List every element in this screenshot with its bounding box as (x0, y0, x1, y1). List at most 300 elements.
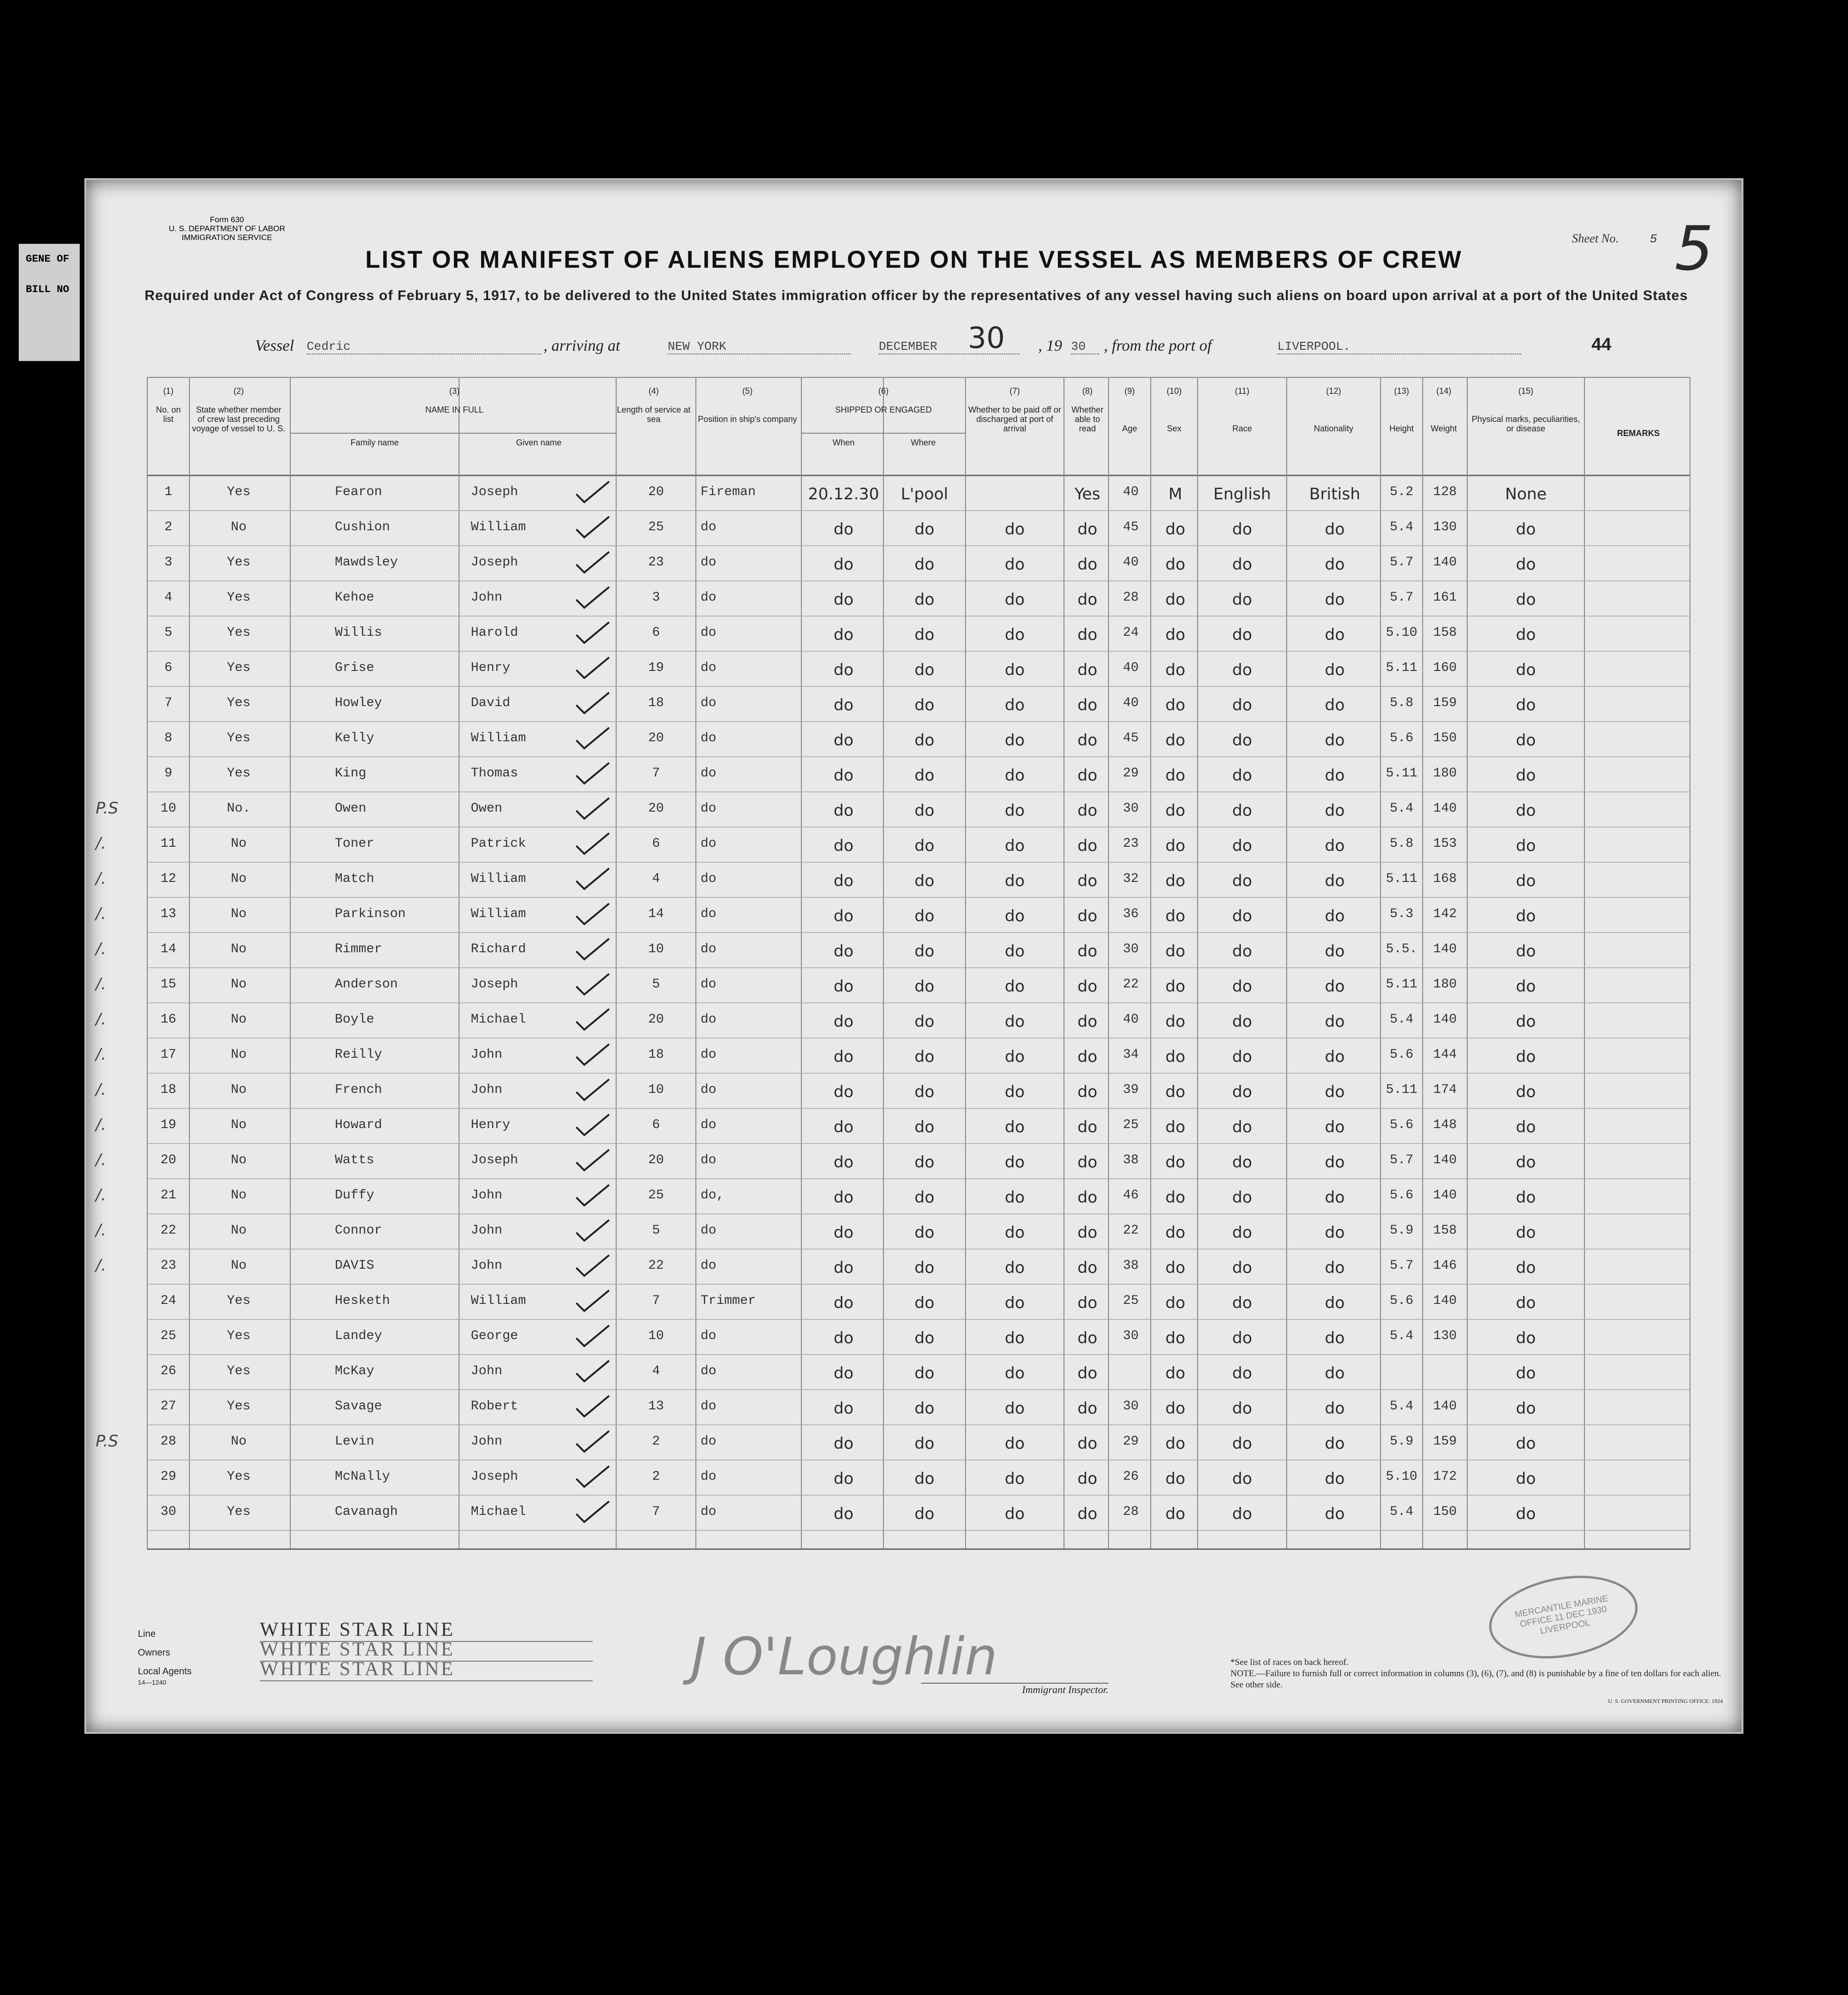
cell-service: 14 (648, 907, 664, 921)
cell-where: do (914, 1258, 935, 1277)
check-mark-stroke (576, 728, 609, 748)
cell-position: do (701, 555, 717, 570)
cell-given: John (471, 1258, 503, 1273)
cell-race: do (1232, 801, 1252, 820)
cell-race: do (1232, 1223, 1252, 1242)
cell-when: do (833, 520, 854, 539)
cell-read: do (1077, 766, 1098, 785)
cell-paid: do (1004, 590, 1025, 609)
cell-read: do (1077, 625, 1098, 644)
cell-where: do (914, 1329, 935, 1348)
cell-sex: do (1165, 836, 1185, 855)
margin-mark: /. (96, 904, 106, 923)
cell-no: 30 (160, 1505, 176, 1519)
check-mark-stroke (576, 939, 609, 959)
col1-header (150, 386, 187, 424)
cell-where: do (914, 696, 935, 715)
cell-family: Connor (335, 1223, 382, 1238)
cell-race: do (1232, 836, 1252, 855)
cell-height: 5.6 (1389, 1294, 1414, 1308)
cell-no: 2 (164, 520, 173, 535)
cell-paid: do (1004, 977, 1025, 996)
cell-marks: do (1516, 1329, 1536, 1348)
cell-weight: 153 (1433, 836, 1457, 851)
cell-where: do (914, 1118, 935, 1137)
cell-race: do (1232, 731, 1252, 750)
cell-marks: None (1505, 485, 1547, 504)
cell-when: do (833, 801, 854, 820)
table-row (86, 475, 1742, 511)
table-row (86, 686, 1742, 722)
col15-header (1470, 386, 1582, 433)
cell-marks: do (1516, 801, 1536, 820)
cell-weight: 140 (1433, 1399, 1457, 1414)
vessel-name: Cedric (307, 339, 541, 354)
cell-sex: M (1168, 485, 1183, 504)
document-title: LIST OR MANIFEST OF ALIENS EMPLOYED ON THE VESSEL AS MEMBERS OF CREW (365, 246, 1463, 273)
cell-prev: No (231, 1083, 247, 1097)
cell-read: do (1077, 872, 1098, 890)
cell-no: 16 (160, 1012, 176, 1027)
cell-weight: 161 (1433, 590, 1457, 605)
cell-family: Duffy (335, 1188, 375, 1203)
cell-position: do (701, 1153, 717, 1167)
cell-given: John (471, 1434, 503, 1449)
cell-nat: do (1325, 555, 1345, 574)
cell-service: 4 (652, 1364, 660, 1378)
cell-prev: Yes (226, 1399, 251, 1414)
cell-nat: do (1325, 1223, 1345, 1242)
service: IMMIGRATION SERVICE (181, 233, 272, 242)
check-mark (574, 1287, 611, 1315)
cell-when: do (833, 1188, 854, 1207)
cell-service: 13 (648, 1399, 664, 1414)
cell-position: do (701, 1047, 717, 1062)
when-header: When (832, 438, 855, 447)
cell-read: do (1077, 731, 1098, 750)
cell-no: 9 (164, 766, 173, 781)
table-row (86, 1108, 1742, 1144)
cell-sex: do (1165, 1469, 1185, 1488)
cell-when: do (833, 1294, 854, 1312)
cell-position: do (701, 696, 717, 710)
cell-paid: do (1004, 1399, 1025, 1418)
col6-header (804, 386, 963, 414)
col5-header (696, 386, 799, 424)
cell-given: John (471, 1223, 503, 1238)
cell-family: Reilly (335, 1047, 382, 1062)
cell-position: do (701, 872, 717, 886)
cell-position: do (701, 801, 717, 816)
cell-prev: No (231, 1118, 247, 1132)
cell-weight: 159 (1433, 696, 1457, 710)
cell-race: do (1232, 1153, 1252, 1172)
cell-nat: do (1325, 1118, 1345, 1137)
cell-marks: do (1516, 1399, 1536, 1418)
cell-nat: do (1325, 942, 1345, 961)
arrival-port: NEW YORK (668, 339, 851, 354)
cell-family: Kelly (335, 731, 375, 745)
cell-prev: No. (226, 801, 251, 816)
printer-line: U. S. GOVERNMENT PRINTING OFFICE: 1924 (1608, 1698, 1723, 1704)
cell-family: Savage (335, 1399, 382, 1414)
cell-no: 26 (160, 1364, 176, 1378)
col13-label: Height (1389, 424, 1414, 433)
cell-sex: do (1165, 1083, 1185, 1101)
cell-weight: 158 (1433, 625, 1457, 640)
cell-position: do (701, 1329, 717, 1343)
col2-header (192, 386, 286, 433)
col15-num: (15) (1518, 386, 1533, 396)
cell-nat: do (1325, 1012, 1345, 1031)
cell-given: William (471, 731, 526, 745)
cell-family: French (335, 1083, 382, 1097)
cell-when: do (833, 907, 854, 926)
cell-when: do (833, 590, 854, 609)
cell-given: John (471, 1083, 503, 1097)
cell-sex: do (1165, 696, 1185, 715)
check-mark (574, 1216, 611, 1244)
cell-paid: do (1004, 625, 1025, 644)
check-mark-stroke (576, 587, 609, 608)
cell-when: do (833, 555, 854, 574)
cell-sex: do (1165, 1399, 1185, 1418)
cell-read: do (1077, 1434, 1098, 1453)
cell-service: 6 (652, 836, 660, 851)
cell-nat: do (1325, 1469, 1345, 1488)
cell-nat: do (1325, 872, 1345, 890)
cell-position: do (701, 977, 717, 992)
col15-label: Physical marks, peculiarities, or disease (1471, 414, 1580, 433)
table-row (86, 1179, 1742, 1214)
arrival-day: 30 (968, 321, 1005, 355)
cell-when: do (833, 942, 854, 961)
margin-mark: /. (96, 1080, 106, 1099)
col7-label: Whether to be paid off or discharged at port of arrival (968, 405, 1061, 433)
cell-sex: do (1165, 1153, 1185, 1172)
cell-no: 15 (160, 977, 176, 992)
margin-mark: /. (96, 975, 106, 994)
cell-paid: do (1004, 1364, 1025, 1383)
cell-race: do (1232, 1399, 1252, 1418)
cell-service: 18 (648, 696, 664, 710)
cell-age: 22 (1123, 1223, 1139, 1238)
cell-marks: do (1516, 1258, 1536, 1277)
check-mark (574, 794, 611, 822)
cell-sex: do (1165, 1505, 1185, 1523)
cell-where: do (914, 661, 935, 679)
cell-age: 38 (1123, 1153, 1139, 1167)
col4-header (616, 386, 691, 424)
check-mark-stroke (576, 622, 609, 643)
arrival-month: DECEMBER (879, 339, 1019, 354)
cell-position: do (701, 1258, 717, 1273)
cell-height: 5.8 (1389, 836, 1414, 851)
cell-no: 10 (160, 801, 176, 816)
cell-family: Rimmer (335, 942, 382, 956)
margin-mark: /. (96, 940, 106, 958)
cell-paid: do (1004, 1118, 1025, 1137)
cell-when: do (833, 766, 854, 785)
check-mark (574, 513, 611, 541)
cell-sex: do (1165, 907, 1185, 926)
check-mark (574, 548, 611, 576)
cell-no: 28 (160, 1434, 176, 1449)
sheet-label: Sheet No. (1572, 232, 1619, 245)
cell-service: 3 (652, 590, 660, 605)
cell-age: 38 (1123, 1258, 1139, 1273)
family-name-header: Family name (350, 438, 399, 447)
cell-sex: do (1165, 801, 1185, 820)
cell-prev: Yes (226, 1505, 251, 1519)
table-row (86, 1214, 1742, 1249)
cell-nat: do (1325, 1188, 1345, 1207)
cell-family: Grise (335, 661, 375, 675)
col6-label: SHIPPED OR ENGAGED (835, 405, 932, 414)
cell-where: do (914, 1083, 935, 1101)
cell-no: 12 (160, 872, 176, 886)
check-mark-stroke (576, 693, 609, 713)
cell-given: Patrick (471, 836, 526, 851)
cell-marks: do (1516, 872, 1536, 890)
arrival-year: 30 (1071, 339, 1099, 354)
cell-when: do (833, 661, 854, 679)
cell-prev: No (231, 1153, 247, 1167)
remarks-header: REMARKS (1617, 429, 1660, 438)
cell-sex: do (1165, 766, 1185, 785)
cell-prev: No (231, 977, 247, 992)
cell-service: 7 (652, 1294, 660, 1308)
check-mark-stroke (576, 833, 609, 854)
cell-age: 25 (1123, 1118, 1139, 1132)
cell-where: do (914, 1399, 935, 1418)
cell-service: 2 (652, 1469, 660, 1484)
cell-no: 11 (160, 836, 176, 851)
cell-read: do (1077, 1258, 1098, 1277)
cell-prev: Yes (226, 625, 251, 640)
cell-race: do (1232, 520, 1252, 539)
cell-race: do (1232, 907, 1252, 926)
cell-given: Joseph (471, 977, 518, 992)
cell-where: do (914, 872, 935, 890)
cell-when: do (833, 1364, 854, 1383)
cell-when: do (833, 731, 854, 750)
cell-service: 6 (652, 625, 660, 640)
cell-paid: do (1004, 520, 1025, 539)
from-label: , from the port of (1104, 337, 1212, 354)
cell-when: do (833, 1469, 854, 1488)
cell-prev: Yes (226, 1469, 251, 1484)
cell-height: 5.6 (1389, 1188, 1414, 1203)
cell-height: 5.6 (1389, 731, 1414, 745)
page-number: 44 (1592, 335, 1612, 354)
cell-race: do (1232, 977, 1252, 996)
cell-sex: do (1165, 1364, 1185, 1383)
cell-no: 22 (160, 1223, 176, 1238)
cell-prev: No (231, 836, 247, 851)
check-mark-stroke (576, 868, 609, 889)
cell-prev: No (231, 520, 247, 535)
cell-prev: No (231, 1223, 247, 1238)
cell-marks: do (1516, 1047, 1536, 1066)
check-mark (574, 1181, 611, 1209)
cell-no: 7 (164, 696, 173, 710)
check-mark-stroke (576, 1501, 609, 1522)
cell-weight: 174 (1433, 1083, 1457, 1097)
cell-service: 7 (652, 1505, 660, 1519)
cell-service: 19 (648, 661, 664, 675)
check-mark (574, 935, 611, 963)
cell-age: 40 (1123, 485, 1139, 499)
check-mark-stroke (576, 1290, 609, 1311)
cell-race: do (1232, 661, 1252, 679)
col2-num: (2) (234, 386, 244, 396)
cell-marks: do (1516, 625, 1536, 644)
check-mark (574, 1322, 611, 1350)
cell-service: 20 (648, 1153, 664, 1167)
margin-mark: /. (96, 1010, 106, 1029)
cell-marks: do (1516, 1153, 1536, 1172)
cell-weight: 140 (1433, 1012, 1457, 1027)
table-row (86, 722, 1742, 757)
col5-num: (5) (742, 386, 753, 396)
cell-service: 10 (648, 942, 664, 956)
inspector-label: Immigrant Inspector. (921, 1683, 1109, 1696)
check-mark (574, 900, 611, 928)
table-row (86, 1003, 1742, 1038)
cell-age: 40 (1123, 555, 1139, 570)
cell-family: Fearon (335, 485, 382, 499)
check-mark-stroke (576, 798, 609, 819)
cell-family: Toner (335, 836, 375, 851)
cell-when: do (833, 977, 854, 996)
footnotes (1230, 1657, 1723, 1707)
cell-marks: do (1516, 661, 1536, 679)
cell-given: Owen (471, 801, 503, 816)
check-mark (574, 689, 611, 717)
cell-sex: do (1165, 625, 1185, 644)
cell-no: 19 (160, 1118, 176, 1132)
cell-marks: do (1516, 590, 1536, 609)
cell-position: do (701, 625, 717, 640)
col14-header (1423, 386, 1465, 433)
cell-position: do (701, 731, 717, 745)
cell-service: 10 (648, 1329, 664, 1343)
cell-no: 6 (164, 661, 173, 675)
cell-prev: Yes (226, 485, 251, 499)
cell-where: do (914, 555, 935, 574)
cell-nat: do (1325, 696, 1345, 715)
cell-service: 20 (648, 485, 664, 499)
cell-family: Boyle (335, 1012, 375, 1027)
cell-prev: Yes (226, 696, 251, 710)
cell-read: do (1077, 1399, 1098, 1418)
cell-height: 5.6 (1389, 1118, 1414, 1132)
cell-paid: do (1004, 766, 1025, 785)
cell-read: do (1077, 942, 1098, 961)
form-number: Form 630 (210, 215, 244, 224)
cell-paid: do (1004, 661, 1025, 679)
cell-weight: 180 (1433, 766, 1457, 781)
check-mark (574, 1146, 611, 1174)
cell-sex: do (1165, 872, 1185, 890)
cell-position: do (701, 1223, 717, 1238)
cell-weight: 180 (1433, 977, 1457, 992)
cell-position: do (701, 907, 717, 921)
cell-sex: do (1165, 1434, 1185, 1453)
table-row (86, 1425, 1742, 1460)
penalty-note: NOTE.—Failure to furnish full or correct information in columns (3), (6), (7), and (8) is punishable by a fine of ten dollars for each alien. See other side. (1230, 1669, 1721, 1690)
check-mark-stroke (576, 1396, 609, 1416)
cell-when: do (833, 1505, 854, 1523)
cell-given: Harold (471, 625, 518, 640)
cell-when: do (833, 1047, 854, 1066)
cell-race: do (1232, 1047, 1252, 1066)
cell-prev: No (231, 1047, 247, 1062)
cell-prev: No (231, 942, 247, 956)
check-mark (574, 759, 611, 787)
cell-nat: do (1325, 1434, 1345, 1453)
col4-label: Length of service at sea (617, 405, 691, 424)
cell-nat: do (1325, 907, 1345, 926)
cell-when: do (833, 696, 854, 715)
cell-where: do (914, 766, 935, 785)
col12-label: Nationality (1313, 424, 1354, 433)
check-mark-stroke (576, 763, 609, 783)
cell-family: McKay (335, 1364, 375, 1378)
table-row (86, 1390, 1742, 1425)
cell-age: 30 (1123, 801, 1139, 816)
check-mark-stroke (576, 552, 609, 572)
cell-paid: do (1004, 907, 1025, 926)
cell-where: do (914, 1434, 935, 1453)
cell-service: 25 (648, 1188, 664, 1203)
cell-paid: do (1004, 1153, 1025, 1172)
cell-read: Yes (1074, 485, 1101, 504)
cell-sex: do (1165, 661, 1185, 679)
cell-weight: 160 (1433, 661, 1457, 675)
cell-paid: do (1004, 1012, 1025, 1031)
check-mark (574, 1498, 611, 1526)
cell-service: 10 (648, 1083, 664, 1097)
cell-height: 5.4 (1389, 801, 1414, 816)
cell-given: William (471, 907, 526, 921)
inspector-signature: J O'Loughlin (691, 1626, 997, 1686)
cell-race: do (1232, 1258, 1252, 1277)
cell-given: Henry (471, 661, 511, 675)
cell-paid: do (1004, 872, 1025, 890)
cell-position: do (701, 1012, 717, 1027)
cell-height: 5.11 (1386, 1083, 1418, 1097)
cell-read: do (1077, 1364, 1098, 1383)
cell-height: 5.2 (1389, 485, 1414, 499)
given-name-header: Given name (516, 438, 562, 447)
col9-num: (9) (1124, 386, 1135, 396)
cell-when: do (833, 1434, 854, 1453)
cell-no: 20 (160, 1153, 176, 1167)
cell-nat: do (1325, 731, 1345, 750)
cell-prev: Yes (226, 590, 251, 605)
cell-when: do (833, 1223, 854, 1242)
cell-paid: do (1004, 1329, 1025, 1348)
check-mark (574, 1357, 611, 1385)
cell-weight: 140 (1433, 1188, 1457, 1203)
cell-marks: do (1516, 907, 1536, 926)
cell-nat: British (1309, 485, 1360, 504)
cell-age: 25 (1123, 1294, 1139, 1308)
cell-age: 30 (1123, 1399, 1139, 1414)
cell-weight: 159 (1433, 1434, 1457, 1449)
